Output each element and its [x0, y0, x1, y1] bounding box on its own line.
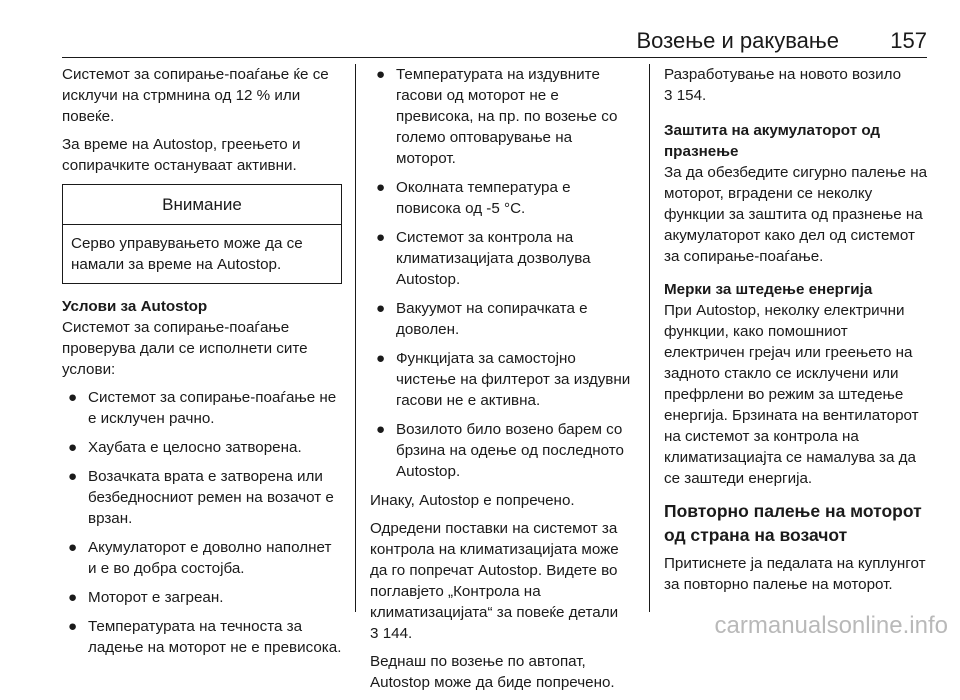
- list-item: ● Температурата на течноста за ладење на моторот не е превисока.: [68, 618, 342, 656]
- list-item: ● Моторот е загреан.: [68, 589, 224, 606]
- arrow-ref-icon: 3: [370, 625, 379, 642]
- list-item: ● Возилото било возено барем со брзина на одење од последното Autostop.: [376, 421, 624, 480]
- header-rule: [62, 57, 927, 58]
- arrow-ref-icon: 3: [664, 87, 673, 104]
- bullet-icon: ●: [376, 350, 386, 367]
- subheading-autostop-conditions: Услови за Autostop: [62, 298, 208, 315]
- paragraph: Инаку, Autostop е попречено.: [370, 492, 575, 509]
- bullet-icon: ●: [68, 589, 78, 606]
- paragraph: При Autostop, неколку електрични функции, како помошниот електричен грејач или греењето на задното стакло се исклучени или префрлени во режим за штедење енергија. Брзината на вентилаторот на системот за контрола на климатизациајта се намалува за да се заштеди енергија.: [664, 302, 919, 487]
- column-1: [62, 64, 342, 666]
- list-item: ● Хаубата е целосно затворена.: [68, 439, 302, 456]
- paragraph: Системот за сопирање-поаѓање проверува дали се исполнети сите услови:: [62, 319, 308, 378]
- column-divider-2: [649, 64, 650, 612]
- list-item: ● Системот за сопирање-поаѓање не е исклучен рачно.: [68, 389, 337, 427]
- subheading-battery-protection: Заштита на акумулаторот од празнење: [664, 122, 881, 160]
- list-item: ● Температурата на издувните гасови од моторот не е превисока, на пр. по возење со големо оптоварување на моторот.: [376, 66, 618, 167]
- list-item: ● Вакуумот на сопирачката е доволен.: [376, 300, 588, 338]
- bullet-icon: ●: [376, 229, 386, 246]
- bullet-icon: ●: [68, 539, 78, 556]
- bullet-icon: ●: [68, 439, 78, 456]
- paragraph: Веднаш по возење по автопат, Autostop може да биде попречено.: [370, 653, 615, 691]
- paragraph: Разработување на новото возило 3 154.: [664, 66, 902, 104]
- column-3: [664, 64, 928, 602]
- paragraph: Системот за сопирање-поаѓање ќе се исклучи на стрмнина од 12 % или повеќе.: [62, 66, 329, 125]
- list-item: ● Возачката врата е затворена или безбедносниот ремен на возачот е врзан.: [68, 468, 334, 527]
- list-item: ● Акумулаторот е доволно наполнет и е во добра состојба.: [68, 539, 332, 577]
- conditions-list: [62, 387, 342, 658]
- bullet-icon: ●: [376, 421, 386, 438]
- bullet-icon: ●: [68, 389, 78, 406]
- page-reference-link[interactable]: 144.: [382, 625, 413, 642]
- caution-body: Серво управувањето може да се намали за време на Autostop.: [71, 235, 303, 273]
- list-item: ● Функцијата за самостојно чистење на филтерот за издувни гасови не е активна.: [376, 350, 631, 409]
- bullet-icon: ●: [376, 179, 386, 196]
- conditions-list-continued: [370, 64, 634, 482]
- paragraph: Одредени поставки на системот за контрола на климатизацијата може да го попречат Autostop. Видете во поглавјето „Контрола на климатизацијата“ за повеќе детали 3 144.: [370, 520, 619, 642]
- bullet-icon: ●: [68, 618, 78, 635]
- paragraph: За да обезбедите сигурно палење на моторот, вградени се неколку функции за заштита од празнење на акумулаторот како дел од системот за сопирање-поаѓање.: [664, 164, 928, 265]
- page-reference-link[interactable]: 154.: [676, 87, 707, 104]
- watermark: carmanualsonline.info: [714, 612, 948, 639]
- paragraph: Притиснете ја педалата на куплунгот за повторно палење на моторот.: [664, 555, 926, 593]
- caution-title: Внимание: [63, 185, 341, 225]
- bullet-icon: ●: [376, 300, 386, 317]
- bullet-icon: ●: [68, 468, 78, 485]
- list-item: ● Системот за контрола на климатизацијата дозволува Autostop.: [376, 229, 591, 288]
- heading-engine-restart: Повторно палење на моторот од страна на возачот: [664, 501, 922, 545]
- section-title: Возење и ракување: [636, 28, 839, 53]
- page-number: 157: [890, 28, 927, 53]
- column-2: [370, 64, 634, 700]
- bullet-icon: ●: [376, 66, 386, 83]
- page-header: [62, 28, 927, 54]
- subheading-energy-saving: Мерки за штедење енергија: [664, 281, 873, 298]
- list-item: ● Околната температура е повисока од -5 °C.: [376, 179, 571, 217]
- caution-box: [62, 184, 342, 284]
- paragraph: За време на Autostop, греењето и сопирачките остануваат активни.: [62, 136, 301, 174]
- column-divider-1: [355, 64, 356, 612]
